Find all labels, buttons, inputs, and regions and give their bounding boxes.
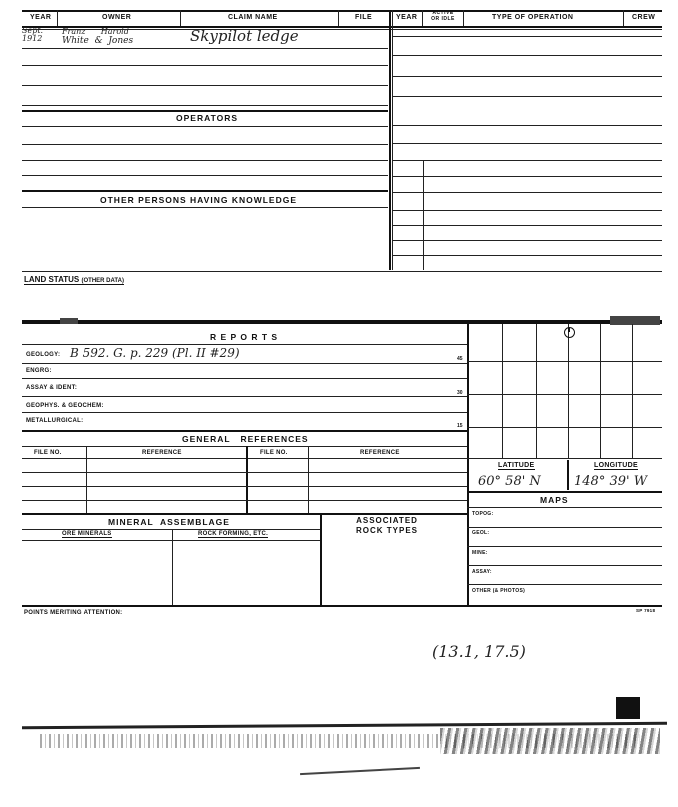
- rock-forming-heading: ROCK FORMING, ETC.: [198, 531, 269, 537]
- col-header-active-idle: ACTIVE OR IDLE: [431, 10, 455, 22]
- points-meriting-attention-label: POINTS MERITING ATTENTION:: [24, 610, 123, 616]
- land-status-sub-label: (OTHER DATA): [81, 278, 124, 284]
- longitude-label: LONGITUDE: [594, 462, 638, 469]
- mineral-assemblage-heading: MINERAL ASSEMBLAGE: [108, 517, 230, 527]
- entry-claim-name: Skypilot ledge: [190, 27, 299, 45]
- engrg-label: ENGRG:: [26, 368, 52, 374]
- margin-number-15: 15: [457, 423, 463, 429]
- geophys-geochem-label: GEOPHYS. & GEOCHEM:: [26, 403, 104, 409]
- margin-number-45: 45: [457, 356, 463, 362]
- maps-heading: MAPS: [540, 495, 569, 505]
- longitude-value: 148° 39' W: [574, 474, 648, 489]
- col-file-no-2: FILE NO.: [260, 450, 288, 456]
- form-number: SP 7918: [636, 608, 656, 613]
- coordinates-note: (13.1, 17.5): [432, 642, 526, 661]
- entry-owner-line-1: Franz Harold: [62, 27, 129, 36]
- col-reference-2: REFERENCE: [360, 450, 400, 456]
- maps-topog-label: TOPOG:: [472, 511, 494, 517]
- ore-minerals-heading: ORE MINERALS: [62, 531, 112, 537]
- reports-heading: R E P O R T S: [210, 332, 279, 342]
- col-header-crew: CREW: [632, 14, 656, 21]
- land-status-heading: [24, 275, 124, 285]
- general-references-heading: GENERAL REFERENCES: [182, 434, 309, 444]
- col-file-no-1: FILE NO.: [34, 450, 62, 456]
- latitude-value: 60° 58' N: [478, 474, 541, 489]
- col-header-year-2: YEAR: [396, 14, 418, 21]
- col-header-file: FILE: [355, 14, 373, 21]
- maps-other-label: OTHER (& PHOTOS): [472, 588, 526, 594]
- associated-rock-types-heading: [356, 516, 418, 536]
- operators-heading: OPERATORS: [176, 113, 239, 123]
- other-persons-heading: OTHER PERSONS HAVING KNOWLEDGE: [100, 195, 298, 205]
- col-header-type-of-operation: TYPE OF OPERATION: [492, 14, 574, 21]
- geology-label: GEOLOGY:: [26, 352, 61, 358]
- maps-geol-label: GEOL:: [472, 530, 490, 536]
- rock-types-label: ROCK TYPES: [356, 526, 419, 535]
- geology-value: B 592. G. p. 229 (Pl. II #29): [70, 346, 240, 360]
- col-header-owner: OWNER: [102, 14, 132, 21]
- associated-label: ASSOCIATED: [356, 516, 418, 525]
- land-status-label: LAND STATUS: [24, 275, 80, 284]
- col-header-claim-name: CLAIM NAME: [228, 14, 278, 21]
- entry-year: Sept. 1912: [22, 26, 44, 43]
- maps-assay-label: ASSAY:: [472, 569, 492, 575]
- col-header-year: YEAR: [30, 14, 52, 21]
- metallurgical-label: METALLURGICAL:: [26, 418, 84, 424]
- section-separator: [22, 320, 662, 324]
- col-reference-1: REFERENCE: [142, 450, 182, 456]
- maps-mine-label: MINE:: [472, 550, 488, 556]
- margin-number-30: 30: [457, 390, 463, 396]
- latitude-label: LATITUDE: [498, 462, 535, 469]
- entry-owner-line-2: White & Jones: [62, 36, 134, 46]
- assay-ident-label: ASSAY & IDENT:: [26, 385, 78, 391]
